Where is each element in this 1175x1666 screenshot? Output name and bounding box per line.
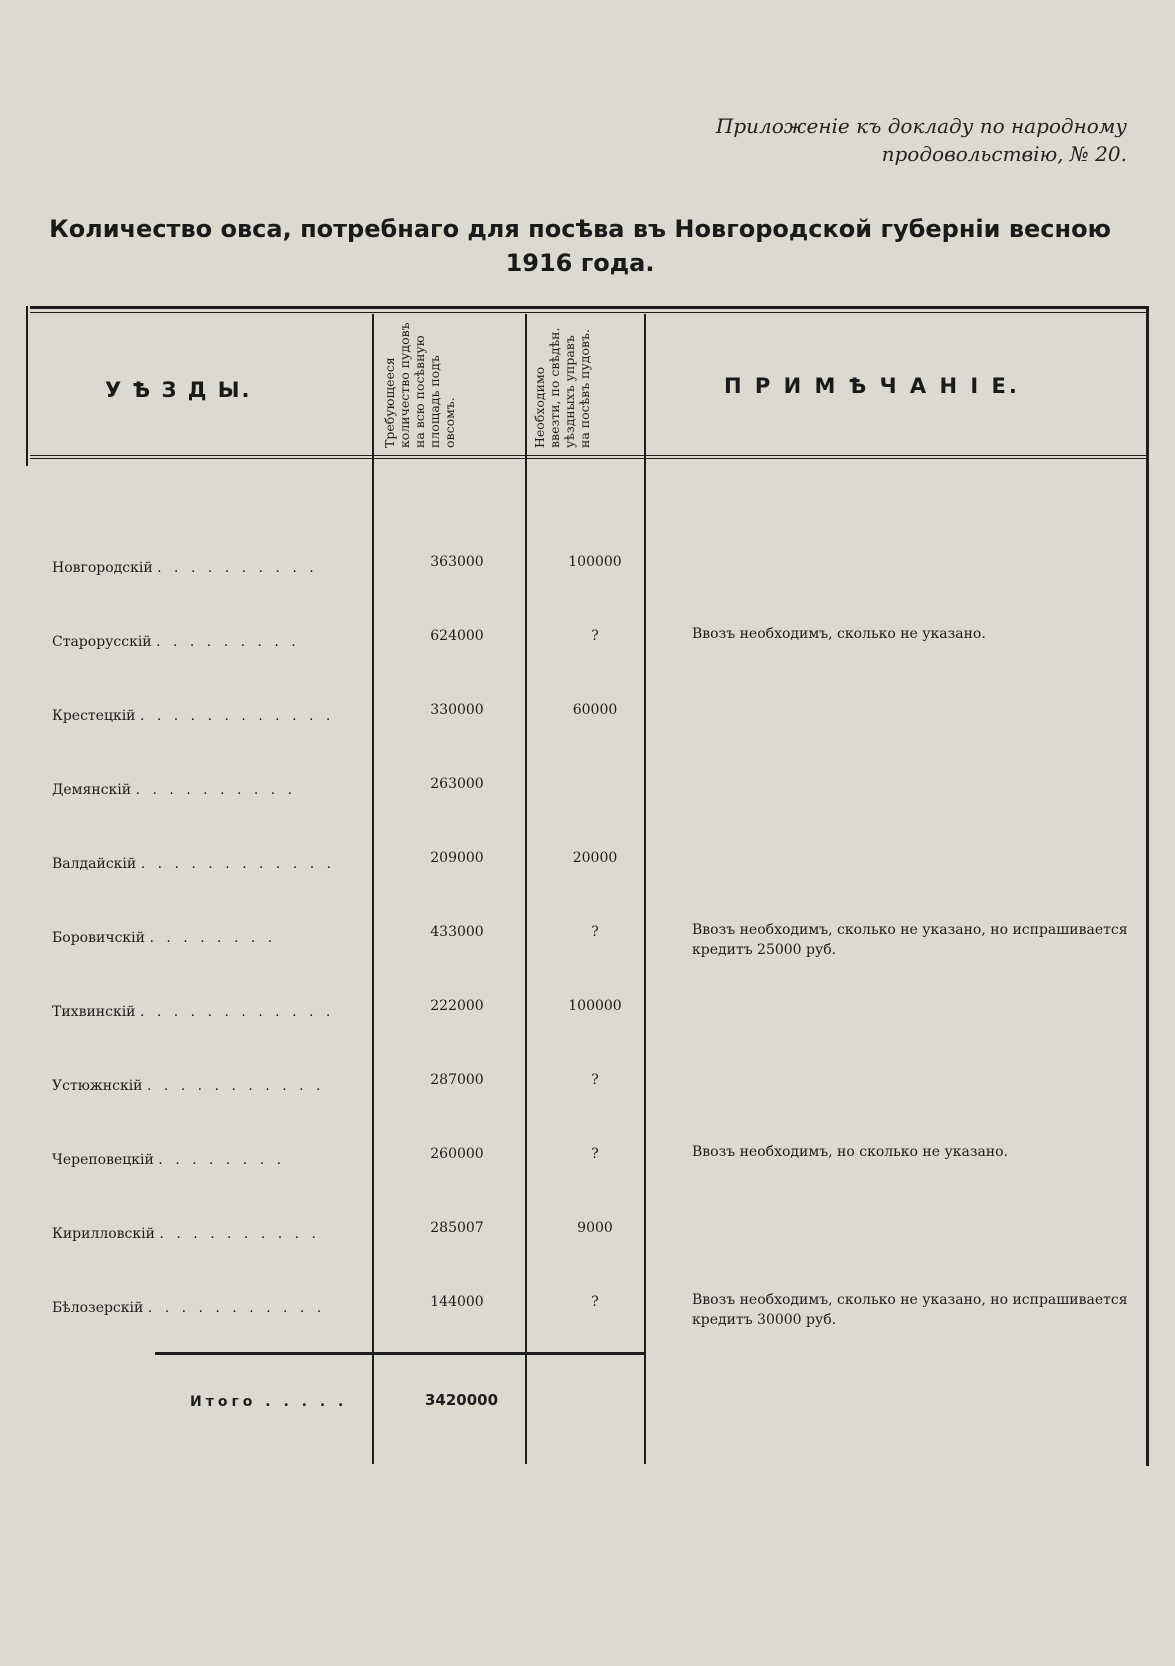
row-3-district: Крестецкій . . . . . . . . . . . . [52, 708, 335, 724]
header-bottom-rule [30, 455, 1148, 456]
header-bottom-rule-2 [30, 458, 1148, 459]
row-11-district: Бѣлозерскій . . . . . . . . . . . [52, 1300, 326, 1316]
row-9-required: 260000 [430, 1146, 484, 1162]
row-6-required: 433000 [430, 924, 484, 940]
row-5-import: 20000 [572, 850, 618, 866]
row-7-required: 222000 [430, 998, 484, 1014]
subtotal-rule [155, 1352, 645, 1355]
total-value: 3420000 [424, 1391, 499, 1409]
row-8-district: Устюжнскій . . . . . . . . . . . [52, 1078, 325, 1094]
row-1-district: Новгородскій . . . . . . . . . . [52, 560, 318, 576]
title-line-1: Количество овса, потребнаго для посѣва въ Новгородской губерніи весною [49, 215, 1111, 243]
row-11-required: 144000 [430, 1294, 484, 1310]
title-line-2: 1916 года. [505, 249, 655, 277]
row-2-note: Ввозъ необходимъ, сколько не указано. [692, 626, 986, 642]
row-2-required: 624000 [430, 628, 484, 644]
row-11-note: Ввозъ необходимъ, сколько не указано, но испрашивается кредитъ 30000 руб. [692, 1292, 1128, 1328]
row-2-import: ? [591, 628, 599, 644]
column-header-district: У Ѣ З Д Ы. [105, 378, 252, 402]
col-divider-3 [644, 314, 646, 1464]
row-6-note: Ввозъ необходимъ, сколько не указано, но испрашивается кредитъ 25000 руб. [692, 922, 1128, 958]
row-9-note: Ввозъ необходимъ, но сколько не указано. [692, 1144, 1009, 1160]
row-10-import: 9000 [577, 1220, 613, 1236]
row-5-required: 209000 [430, 850, 484, 866]
right-border [1146, 306, 1149, 1466]
row-3-required: 330000 [430, 702, 484, 718]
appendix-line-1: Приложеніе къ докладу по народному [715, 114, 1127, 138]
left-border [26, 306, 28, 466]
row-10-district: Кирилловскій . . . . . . . . . . [52, 1226, 320, 1242]
row-8-import: ? [591, 1072, 599, 1088]
row-7-import: 100000 [568, 998, 622, 1014]
row-3-import: 60000 [572, 702, 618, 718]
col-divider-2 [525, 314, 527, 1464]
total-label: Итого . . . . . [190, 1394, 348, 1410]
document-title [40, 212, 1120, 280]
row-11-import: ? [591, 1294, 599, 1310]
column-header-required: Требующееся количество пудовъ на всю посѣвную площадь подъ овсомъ. [382, 322, 457, 448]
row-4-required: 263000 [430, 776, 484, 792]
row-9-district: Череповецкій . . . . . . . . [52, 1152, 286, 1168]
column-header-import: Необходимо ввезти, по свѣдѣн. уѣздныхъ управъ на посѣвъ пудовъ. [532, 327, 592, 448]
row-4-district: Демянскій . . . . . . . . . . [52, 782, 297, 798]
row-10-required: 285007 [430, 1220, 484, 1236]
col-divider-1 [372, 314, 374, 1464]
row-9-import: ? [591, 1146, 599, 1162]
row-8-required: 287000 [430, 1072, 484, 1088]
row-1-import: 100000 [568, 554, 622, 570]
row-2-district: Старорусскій . . . . . . . . . [52, 634, 300, 650]
table-top-rule-thin [30, 312, 1148, 313]
row-7-district: Тихвинскій . . . . . . . . . . . . [52, 1004, 335, 1020]
row-1-required: 363000 [430, 554, 484, 570]
appendix-note [687, 112, 1127, 168]
row-5-district: Валдайскій . . . . . . . . . . . . [52, 856, 336, 872]
table-top-rule [30, 306, 1148, 309]
row-6-import: ? [591, 924, 599, 940]
row-6-district: Боровичскій . . . . . . . . [52, 930, 277, 946]
appendix-line-2: продовольствію, № 20. [881, 142, 1127, 166]
column-header-note: П Р И М Ѣ Ч А Н І Е. [724, 374, 1020, 398]
